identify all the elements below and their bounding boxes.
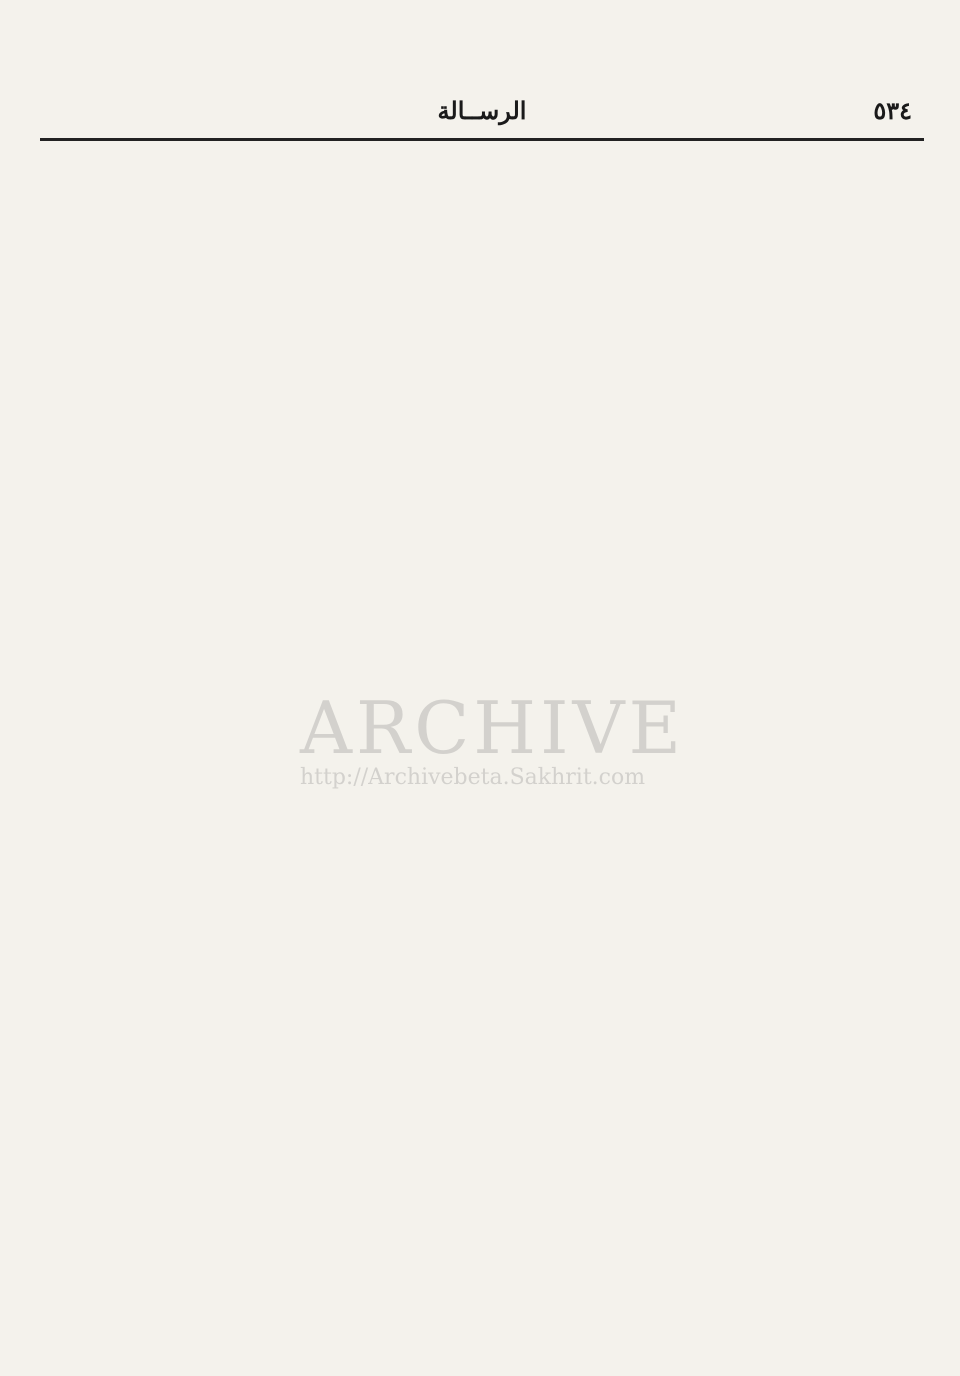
watermark-title: ARCHIVE: [300, 686, 686, 770]
header-rule: [40, 138, 924, 141]
page-number: ٥٣٤: [873, 96, 912, 125]
running-title: الرســالة: [437, 96, 527, 125]
page-header: [40, 96, 924, 136]
watermark-url: http://Archivebeta.Sakhrit.com: [300, 765, 646, 790]
archive-watermark: [300, 686, 686, 790]
